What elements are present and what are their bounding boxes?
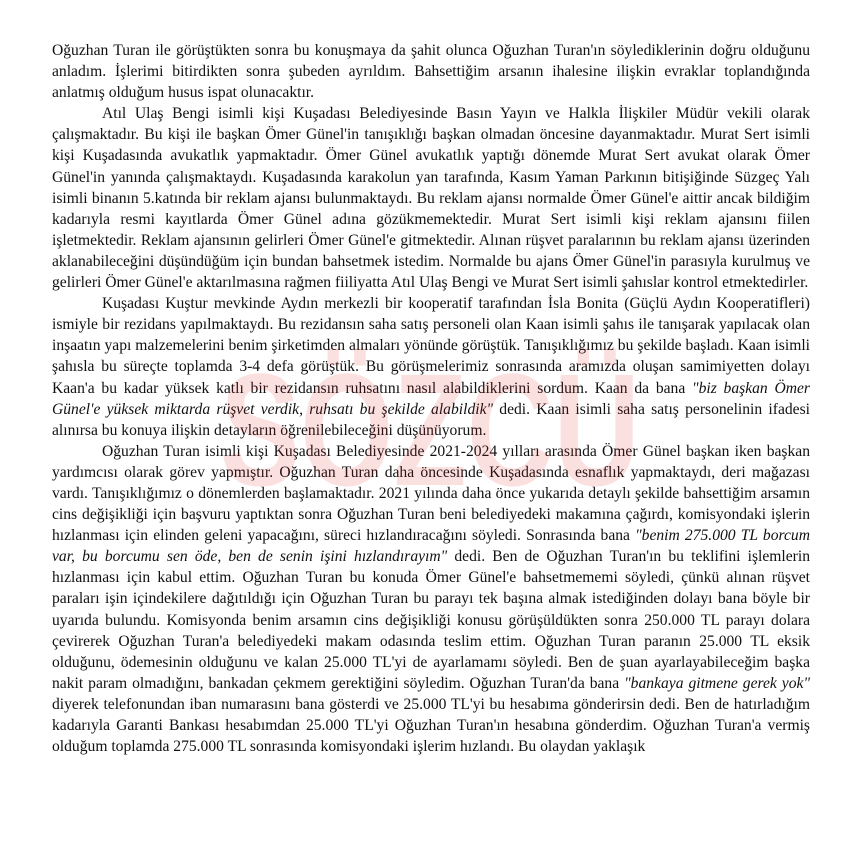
paragraph xyxy=(52,441,810,757)
paragraph xyxy=(52,293,810,441)
paragraph-text: dedi. Ben de Oğuzhan Turan'ın bu teklifini işlemlerin hızlanması için kabul ettim. Oğuzhan Turan bu konuda Ömer Günel'e bahsetmememi söyledi, çünkü alınan rüşvet paraları işin içindekilere dağıtıldığı için Oğuzhan Turan bu parayı tek başına almak istediğinden dolayı bana böyle bir uyarıda bulundu. Komisyonda benim arsamın cins değişikliği konusu görüşüldükten sonra 250.000 TL parayı dolara çevirerek Oğuzhan Turan'a belediyedeki makam odasında teslim ettim. Oğuzhan Turan paranın 25.000 TL eksik olduğunu, ödemesinin olduğunu ve kalan 25.000 TL'yi de ayarlamamı söyledi. Ben de şuan ayarlayabileceğim başka nakit param olmadığını, bankadan çekmem gerektiğini söyledim. Oğuzhan Turan'da bana xyxy=(52,548,811,692)
quoted-statement: "benim 275.000 TL borcum var, bu borcumu sen öde, ben de senin işini hızlandırayım" xyxy=(52,527,810,566)
paragraph xyxy=(52,103,810,293)
quoted-statement: "biz başkan Ömer Günel'e yüksek miktarda rüşvet verdik, ruhsatı bu şekilde alabildik" xyxy=(52,379,810,418)
document-page xyxy=(52,40,810,757)
paragraph-text: dedi. Kaan isimli saha satış personelinin ifadesi alınırsa bu konuya ilişkin detayların öğrenilebileceğini düşünüyorum. xyxy=(52,400,810,439)
paragraph-text: diyerek telefonundan iban numarasını bana gösterdi ve 25.000 TL'yi bu hesabıma gönderirsin dedi. Ben de hatırladığım kadarıyla Garanti Bankası hesabımdan 25.000 TL'yi Oğuzhan Turan'ın hesabına gönderdim. Oğuzhan Turan'a vermiş olduğum toplamda 275.000 TL sonrasında komisyondaki işlerim hızlandı. Bu olaydan yaklaşık xyxy=(52,695,810,756)
paragraph xyxy=(52,40,810,103)
paragraph-text: Kuşadası Kuştur mevkinde Aydın merkezli bir kooperatif tarafından İsla Bonita (Güçlü Aydın Kooperatifleri) ismiyle bir rezidans yapılmaktaydı. Bu rezidansın saha satış personeli olan Kaan isimli şahıs ile tanışarak yapılacak olan inşaatın yapı malzemelerini benim şirketimden almaları yönünde görüştük. Tanışıklığımız bu şekilde başladı. Kaan isimli şahısla bu süreçte toplamda 3-4 defa görüştük. Bu görüşmelerimiz sonrasında aramızda oluşan samimiyetten dolayı Kaan'a bu kadar yüksek katlı bir rezidansın ruhsatını nasıl alabildiklerini sordum. Kaan da bana xyxy=(52,295,810,397)
paragraph-text: Atıl Ulaş Bengi isimli kişi Kuşadası Belediyesinde Basın Yayın ve Halkla İlişkiler Müdür vekili olarak çalışmaktadır. Bu kişi ile başkan Ömer Günel'in tanışıklığı başkan olmadan öncesine dayanmaktadır. Murat Sert isimli kişi Kuşadasında avukatlık yapmaktadır. Ömer Günel avukatlık yaptığı dönemde Murat Sert avukat olarak Ömer Günel'in yanında çalışmaktaydı. Kuşadasında karakolun yan tarafında, Kasım Yaman Parkının bitişiğinde Süzgeç Yalı isimli binanın 5.katında bir reklam ajansı bulunmaktaydı. Bu reklam ajansı normalde Ömer Günel'e aittir ancak bildiğim kadarıyla resmi kayıtlarda Ömer Günel adına gözükmemektedir. Murat Sert isimli kişi reklam ajansını fiilen işletmektedir. Reklam ajansının gelirleri Ömer Günel'e gitmektedir. Alınan rüşvet paralarının bu reklam ajansı üzerinden aklanabileceğini düşündüğüm için bundan bahsetmek istedim. Normalde bu ajans Ömer Günel'in parasıyla kurulmuş ve gelirleri Ömer Günel'e aktarılmasına rağmen fiiliyatta Atıl Ulaş Bengi ve Murat Sert isimli şahıslar kontrol etmektedirler. xyxy=(52,105,810,292)
paragraph-text: Oğuzhan Turan isimli kişi Kuşadası Belediyesinde 2021-2024 yılları arasında Ömer Günel başkan iken başkan yardımcısı olarak görev yapmıştır. Oğuzhan Turan daha öncesinde Kuşadasında esnaflık yapmaktaydı, deri mağazası vardı. Tanışıklığımız o dönemlerden başlamaktadır. 2021 yılında daha önce yukarıda detaylı şekilde bahsettiğim arsamın cins değişikliği için başvuru yaptıktan sonra Oğuzhan Turan beni belediyedeki makamına çağırdı, komisyondaki işlerin hızlanması için elinden geleni yapacağını, süreci hızlandıracağını söyledi. Sonrasında bana xyxy=(52,442,810,545)
paragraph-text: Oğuzhan Turan ile görüştükten sonra bu konuşmaya da şahit olunca Oğuzhan Turan'ın söylediklerinin doğru olduğunu anladım. İşlerimi bitirdikten sonra şubeden ayrıldım. Bahsettiğim arsanın ihalesine ilişkin evraklar toplandığında anlatmış olduğum husus ispat olunacaktır. xyxy=(52,42,810,102)
quoted-statement: "bankaya gitmene gerek yok" xyxy=(624,674,810,692)
watermark-text: SÖZCÜ xyxy=(220,340,640,515)
